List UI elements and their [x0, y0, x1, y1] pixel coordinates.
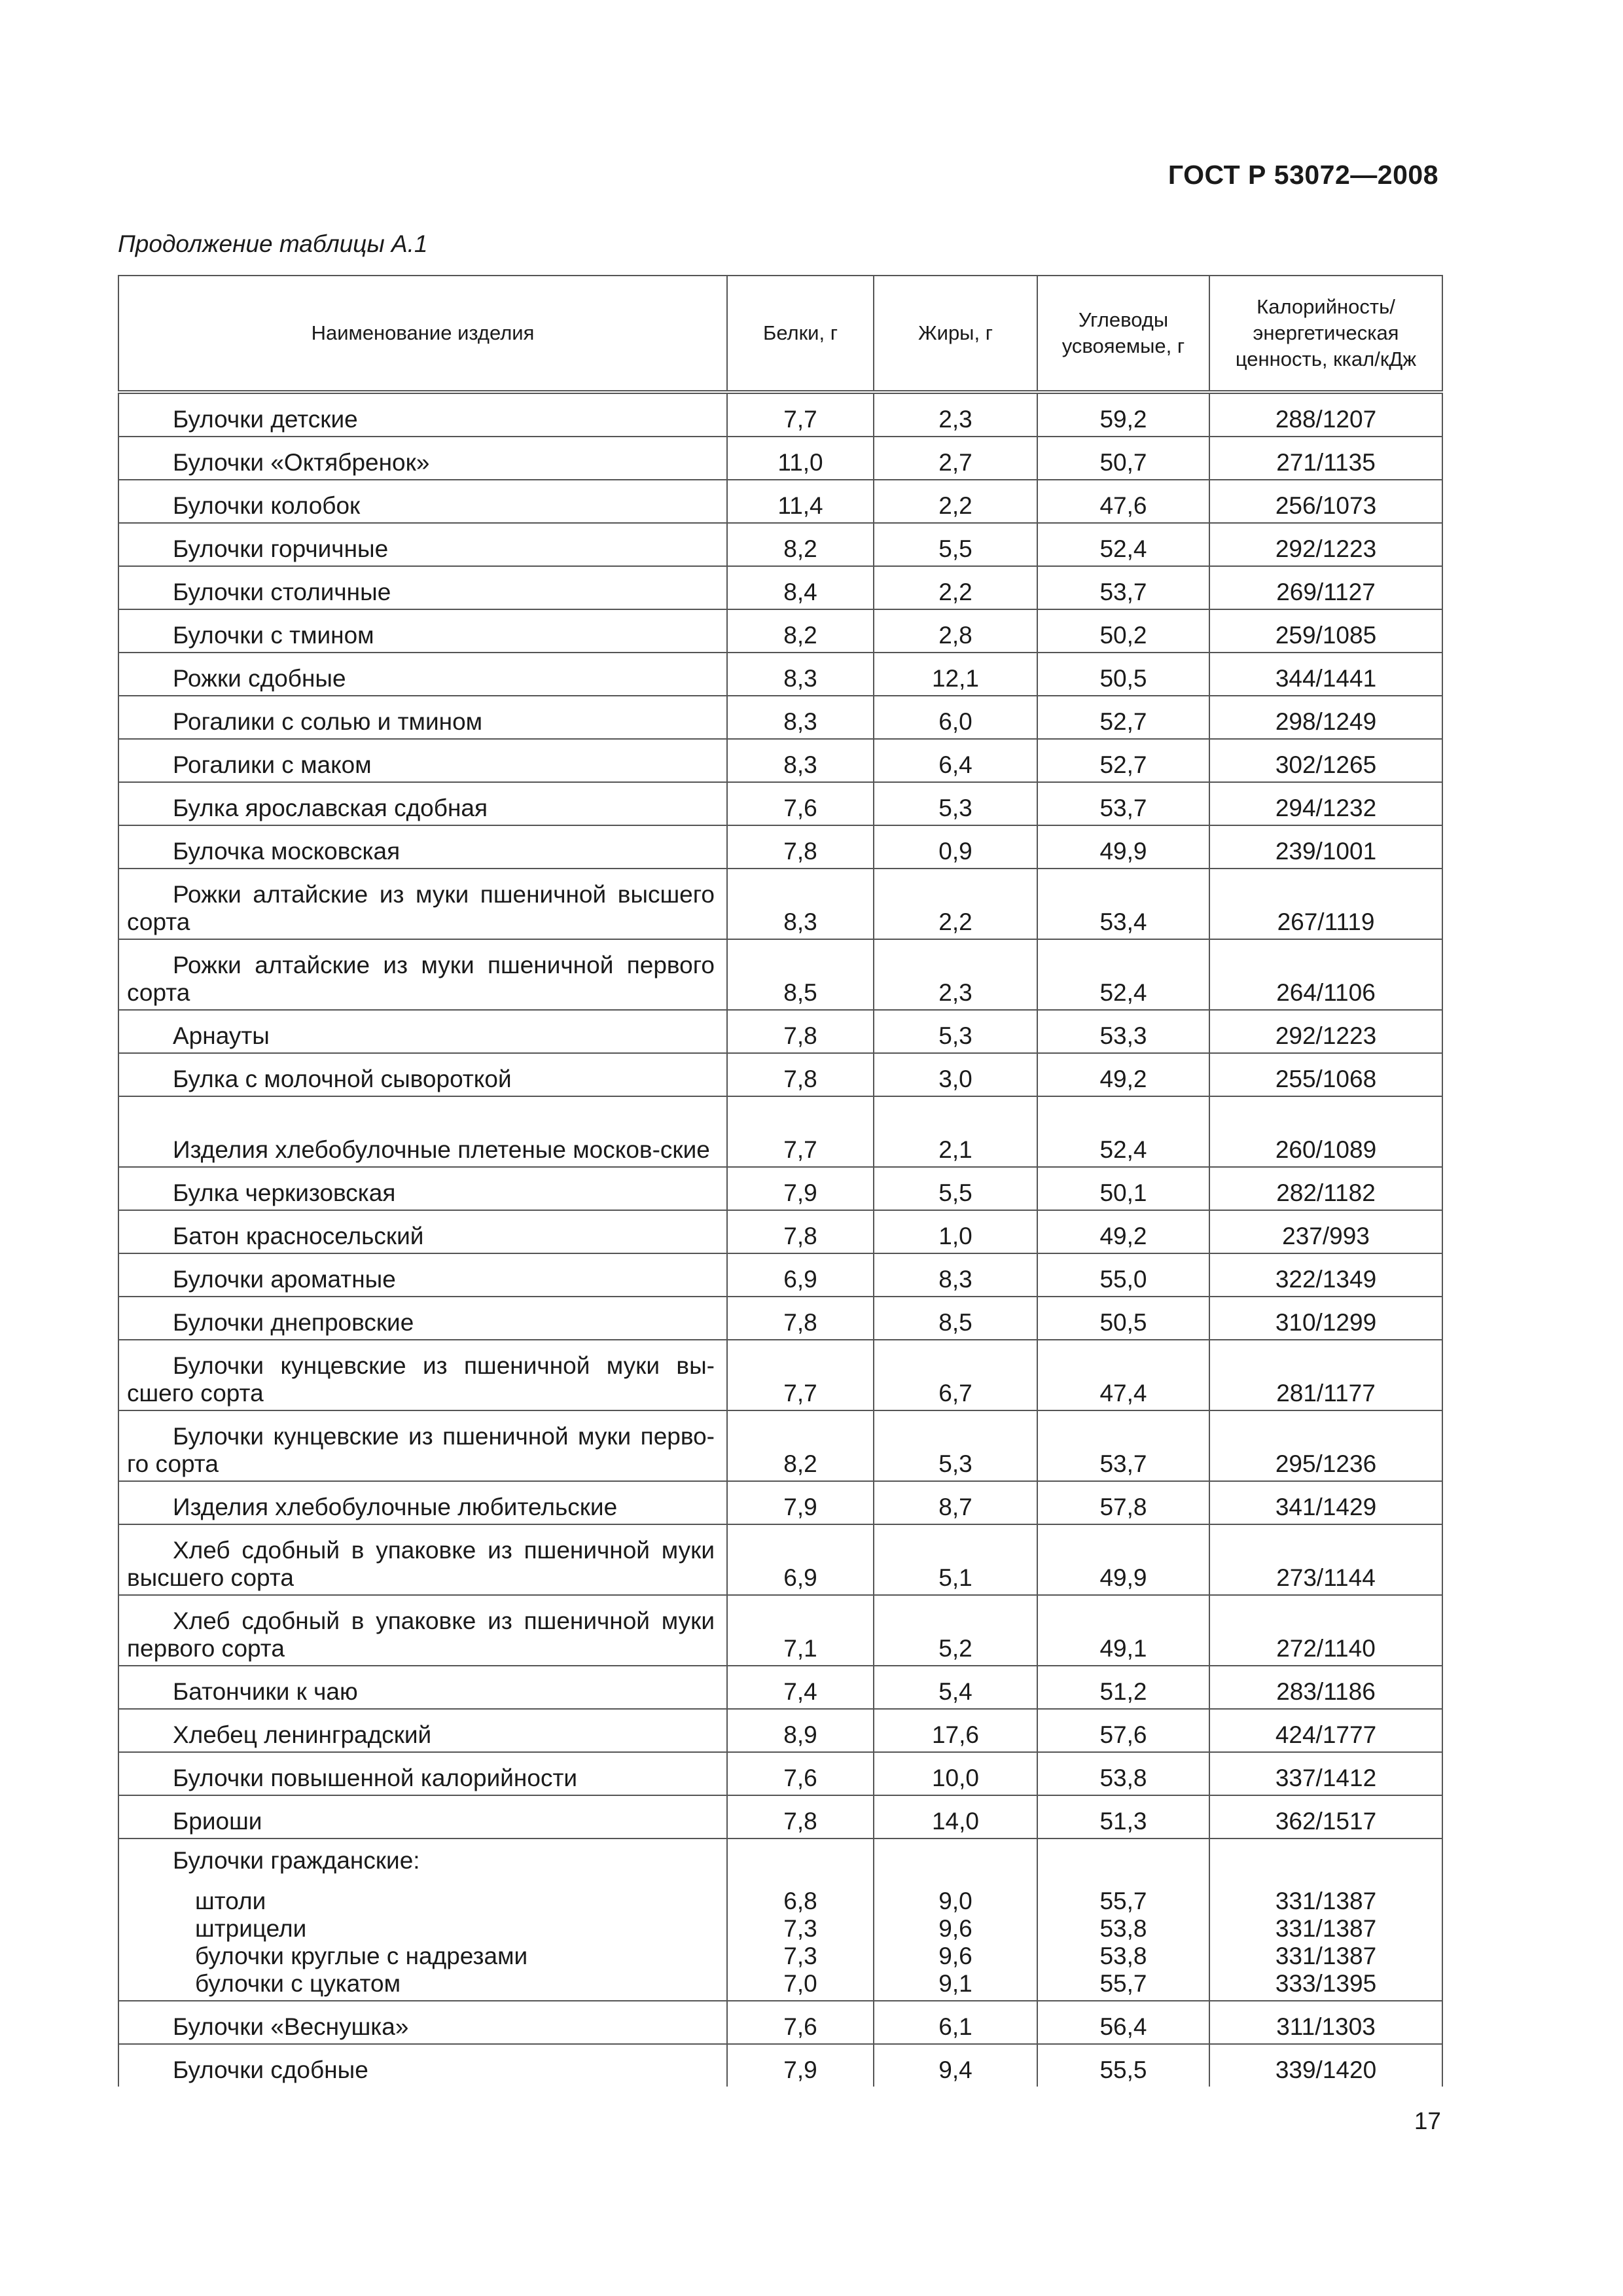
carbs-cell: 52,4 [1037, 1096, 1209, 1167]
protein-cell: 8,9 [727, 1709, 874, 1752]
group-fat-cell [874, 1839, 1037, 2001]
carbs-cell: 55,5 [1037, 2044, 1209, 2087]
fat-cell: 2,2 [874, 480, 1037, 523]
carbs-cell: 55,0 [1037, 1253, 1209, 1297]
fat-cell: 2,2 [874, 566, 1037, 609]
product-name-cell: Булочки повышенной калорийности [118, 1752, 727, 1795]
product-name-cell: Хлеб сдобный в упаковке из пшеничной муки первого сорта [118, 1595, 727, 1666]
product-name-cell: Булочки кунцевские из пшеничной муки перво-го сорта [118, 1410, 727, 1481]
protein-cell: 7,8 [727, 1297, 874, 1340]
protein-cell: 8,4 [727, 566, 874, 609]
product-name-cell: Булочки с тмином [118, 609, 727, 653]
table-row [118, 1167, 1442, 1210]
group-item-fat: 9,1 [938, 1970, 972, 1997]
fat-cell: 5,4 [874, 1666, 1037, 1709]
product-name-cell: Булочки сдобные [118, 2044, 727, 2087]
table-body [118, 392, 1442, 2087]
energy-cell: 295/1236 [1209, 1410, 1442, 1481]
energy-cell: 259/1085 [1209, 609, 1442, 653]
page-number: 17 [1414, 2108, 1441, 2134]
table-row [118, 1410, 1442, 1481]
table-row [118, 1096, 1442, 1167]
carbs-cell: 50,1 [1037, 1167, 1209, 1210]
fat-cell: 5,3 [874, 1410, 1037, 1481]
table-caption: Продолжение таблицы А.1 [118, 230, 428, 257]
product-name-cell: Булочки горчичные [118, 523, 727, 566]
column-header-fat: Жиры, г [874, 276, 1037, 392]
protein-cell: 7,8 [727, 1053, 874, 1096]
carbs-cell: 50,2 [1037, 609, 1209, 653]
nutrition-table [118, 275, 1443, 2087]
protein-cell: 8,2 [727, 523, 874, 566]
protein-cell: 8,3 [727, 696, 874, 739]
energy-cell: 237/993 [1209, 1210, 1442, 1253]
table-row [118, 1053, 1442, 1096]
energy-cell: 339/1420 [1209, 2044, 1442, 2087]
group-item-fat: 9,6 [938, 1943, 972, 1969]
fat-cell: 2,3 [874, 392, 1037, 437]
product-name-cell: Булочки «Октябренок» [118, 437, 727, 480]
protein-cell: 7,8 [727, 1210, 874, 1253]
fat-cell: 6,1 [874, 2001, 1037, 2044]
product-name-cell: Булочки столичные [118, 566, 727, 609]
product-name-cell: Изделия хлебобулочные любительские [118, 1481, 727, 1524]
group-item-name: булочки с цукатом [195, 1970, 401, 1997]
group-item-name: штоли [195, 1888, 266, 1914]
protein-cell: 7,8 [727, 825, 874, 869]
energy-cell: 292/1223 [1209, 523, 1442, 566]
group-item-carbs: 55,7 [1099, 1888, 1147, 1914]
protein-cell: 7,8 [727, 1795, 874, 1839]
group-item-protein: 7,3 [783, 1943, 817, 1969]
product-name-cell: Булочка московская [118, 825, 727, 869]
group-item-protein: 7,3 [783, 1915, 817, 1942]
product-name-cell: Булочки днепровские [118, 1297, 727, 1340]
carbs-cell: 53,7 [1037, 566, 1209, 609]
carbs-cell: 50,5 [1037, 1297, 1209, 1340]
table-row [118, 1752, 1442, 1795]
table-row [118, 782, 1442, 825]
protein-cell: 7,4 [727, 1666, 874, 1709]
table-row-group [118, 1839, 1442, 2001]
fat-cell: 1,0 [874, 1210, 1037, 1253]
column-header-protein: Белки, г [727, 276, 874, 392]
table-row [118, 939, 1442, 1010]
product-name-cell: Булочки детские [118, 392, 727, 437]
carbs-cell: 49,1 [1037, 1595, 1209, 1666]
table-row [118, 480, 1442, 523]
energy-cell: 292/1223 [1209, 1010, 1442, 1053]
energy-cell: 239/1001 [1209, 825, 1442, 869]
table-row [118, 739, 1442, 782]
product-name-cell: Булка с молочной сывороткой [118, 1053, 727, 1096]
fat-cell: 8,7 [874, 1481, 1037, 1524]
fat-cell: 5,1 [874, 1524, 1037, 1595]
product-name-cell: Бриоши [118, 1795, 727, 1839]
group-item-protein: 6,8 [783, 1888, 817, 1914]
fat-cell: 14,0 [874, 1795, 1037, 1839]
group-item-energy: 331/1387 [1275, 1943, 1377, 1969]
group-carbs-cell [1037, 1839, 1209, 2001]
table-row [118, 566, 1442, 609]
energy-cell: 260/1089 [1209, 1096, 1442, 1167]
fat-cell: 2,2 [874, 869, 1037, 939]
fat-cell: 10,0 [874, 1752, 1037, 1795]
table-row [118, 1210, 1442, 1253]
group-item-protein: 7,0 [783, 1970, 817, 1997]
group-title: Булочки гражданские: [173, 1847, 420, 1874]
fat-cell: 5,3 [874, 782, 1037, 825]
energy-cell: 311/1303 [1209, 2001, 1442, 2044]
protein-cell: 7,7 [727, 1340, 874, 1410]
energy-cell: 288/1207 [1209, 392, 1442, 437]
product-name-cell: Булочки колобок [118, 480, 727, 523]
protein-cell: 8,2 [727, 1410, 874, 1481]
carbs-cell: 50,5 [1037, 653, 1209, 696]
product-name-cell: Булочки ароматные [118, 1253, 727, 1297]
carbs-cell: 52,7 [1037, 739, 1209, 782]
energy-cell: 424/1777 [1209, 1709, 1442, 1752]
product-name-cell: Булка ярославская сдобная [118, 782, 727, 825]
fat-cell: 5,5 [874, 1167, 1037, 1210]
fat-cell: 0,9 [874, 825, 1037, 869]
table-row [118, 1340, 1442, 1410]
fat-cell: 12,1 [874, 653, 1037, 696]
protein-cell: 11,4 [727, 480, 874, 523]
energy-cell: 298/1249 [1209, 696, 1442, 739]
carbs-cell: 56,4 [1037, 2001, 1209, 2044]
table-row [118, 653, 1442, 696]
table-row [118, 1795, 1442, 1839]
protein-cell: 7,7 [727, 1096, 874, 1167]
group-item-name: булочки круглые с надрезами [195, 1943, 528, 1969]
table-row [118, 869, 1442, 939]
group-item-carbs: 53,8 [1099, 1915, 1147, 1942]
carbs-cell: 52,4 [1037, 523, 1209, 566]
product-name-cell: Арнауты [118, 1010, 727, 1053]
carbs-cell: 51,2 [1037, 1666, 1209, 1709]
protein-cell: 7,7 [727, 392, 874, 437]
product-name-cell: Рогалики с маком [118, 739, 727, 782]
fat-cell: 9,4 [874, 2044, 1037, 2087]
protein-cell: 6,9 [727, 1253, 874, 1297]
energy-cell: 272/1140 [1209, 1595, 1442, 1666]
energy-cell: 322/1349 [1209, 1253, 1442, 1297]
protein-cell: 7,8 [727, 1010, 874, 1053]
protein-cell: 7,6 [727, 782, 874, 825]
protein-cell: 7,6 [727, 2001, 874, 2044]
group-item-fat: 9,6 [938, 1915, 972, 1942]
group-item-energy: 333/1395 [1275, 1970, 1377, 1997]
carbs-cell: 49,9 [1037, 825, 1209, 869]
product-name-cell: Рожки сдобные [118, 653, 727, 696]
product-name-cell: Рожки алтайские из муки пшеничной первого сорта [118, 939, 727, 1010]
product-name-cell: Рожки алтайские из муки пшеничной высшего сорта [118, 869, 727, 939]
group-item-name: штрицели [195, 1915, 307, 1942]
carbs-cell: 53,7 [1037, 1410, 1209, 1481]
table-row [118, 523, 1442, 566]
protein-cell: 11,0 [727, 437, 874, 480]
table-row [118, 437, 1442, 480]
carbs-cell: 47,6 [1037, 480, 1209, 523]
table-row [118, 1253, 1442, 1297]
carbs-cell: 53,3 [1037, 1010, 1209, 1053]
group-item-fat: 9,0 [938, 1888, 972, 1914]
carbs-cell: 49,2 [1037, 1210, 1209, 1253]
fat-cell: 8,3 [874, 1253, 1037, 1297]
energy-cell: 264/1106 [1209, 939, 1442, 1010]
protein-cell: 8,3 [727, 739, 874, 782]
energy-cell: 362/1517 [1209, 1795, 1442, 1839]
fat-cell: 17,6 [874, 1709, 1037, 1752]
group-energy-cell [1209, 1839, 1442, 2001]
product-name-cell: Булка черкизовская [118, 1167, 727, 1210]
fat-cell: 5,3 [874, 1010, 1037, 1053]
carbs-cell: 49,9 [1037, 1524, 1209, 1595]
carbs-cell: 57,8 [1037, 1481, 1209, 1524]
fat-cell: 8,5 [874, 1297, 1037, 1340]
energy-cell: 267/1119 [1209, 869, 1442, 939]
group-item-carbs: 53,8 [1099, 1943, 1147, 1969]
fat-cell: 6,4 [874, 739, 1037, 782]
carbs-cell: 47,4 [1037, 1340, 1209, 1410]
table-row [118, 1595, 1442, 1666]
fat-cell: 6,7 [874, 1340, 1037, 1410]
protein-cell: 8,2 [727, 609, 874, 653]
protein-cell: 7,9 [727, 1167, 874, 1210]
table-row [118, 1010, 1442, 1053]
fat-cell: 2,8 [874, 609, 1037, 653]
table-row [118, 2001, 1442, 2044]
table-row [118, 1481, 1442, 1524]
carbs-cell: 50,7 [1037, 437, 1209, 480]
table-row [118, 1297, 1442, 1340]
energy-cell: 341/1429 [1209, 1481, 1442, 1524]
carbs-cell: 52,4 [1037, 939, 1209, 1010]
protein-cell: 7,1 [727, 1595, 874, 1666]
energy-cell: 271/1135 [1209, 437, 1442, 480]
protein-cell: 7,6 [727, 1752, 874, 1795]
protein-cell: 6,9 [727, 1524, 874, 1595]
column-header-carbs: Углеводы усвояемые, г [1037, 276, 1209, 392]
carbs-cell: 53,8 [1037, 1752, 1209, 1795]
carbs-cell: 59,2 [1037, 392, 1209, 437]
carbs-cell: 57,6 [1037, 1709, 1209, 1752]
fat-cell: 5,5 [874, 523, 1037, 566]
product-name-cell: Хлеб сдобный в упаковке из пшеничной муки высшего сорта [118, 1524, 727, 1595]
carbs-cell: 51,3 [1037, 1795, 1209, 1839]
energy-cell: 282/1182 [1209, 1167, 1442, 1210]
energy-cell: 256/1073 [1209, 480, 1442, 523]
product-name-cell: Хлебец ленинградский [118, 1709, 727, 1752]
energy-cell: 269/1127 [1209, 566, 1442, 609]
table-row [118, 2044, 1442, 2087]
column-header-name: Наименование изделия [118, 276, 727, 392]
table-row [118, 696, 1442, 739]
carbs-cell: 53,7 [1037, 782, 1209, 825]
table-header-row [118, 276, 1442, 392]
product-name-cell: Рогалики с солью и тмином [118, 696, 727, 739]
column-header-energy: Калорийность/ энергетическая ценность, ккал/кДж [1209, 276, 1442, 392]
fat-cell: 2,7 [874, 437, 1037, 480]
product-name-cell: Изделия хлебобулочные плетеные москов-ские [118, 1096, 727, 1167]
protein-cell: 8,3 [727, 869, 874, 939]
fat-cell: 6,0 [874, 696, 1037, 739]
table-row [118, 825, 1442, 869]
table-row [118, 1524, 1442, 1595]
protein-cell: 7,9 [727, 1481, 874, 1524]
group-name-cell [118, 1839, 727, 2001]
energy-cell: 310/1299 [1209, 1297, 1442, 1340]
group-item-carbs: 55,7 [1099, 1970, 1147, 1997]
table-row [118, 392, 1442, 437]
protein-cell: 8,5 [727, 939, 874, 1010]
carbs-cell: 49,2 [1037, 1053, 1209, 1096]
product-name-cell: Батон красносельский [118, 1210, 727, 1253]
energy-cell: 255/1068 [1209, 1053, 1442, 1096]
product-name-cell: Булочки кунцевские из пшеничной муки вы-сшего сорта [118, 1340, 727, 1410]
group-item-energy: 331/1387 [1275, 1888, 1377, 1914]
energy-cell: 344/1441 [1209, 653, 1442, 696]
carbs-cell: 53,4 [1037, 869, 1209, 939]
document-code: ГОСТ Р 53072—2008 [1168, 160, 1438, 190]
group-item-energy: 331/1387 [1275, 1915, 1377, 1942]
group-protein-cell [727, 1839, 874, 2001]
energy-cell: 294/1232 [1209, 782, 1442, 825]
fat-cell: 2,3 [874, 939, 1037, 1010]
product-name-cell: Батончики к чаю [118, 1666, 727, 1709]
energy-cell: 281/1177 [1209, 1340, 1442, 1410]
energy-cell: 302/1265 [1209, 739, 1442, 782]
table-row [118, 1666, 1442, 1709]
energy-cell: 337/1412 [1209, 1752, 1442, 1795]
protein-cell: 7,9 [727, 2044, 874, 2087]
carbs-cell: 52,7 [1037, 696, 1209, 739]
fat-cell: 2,1 [874, 1096, 1037, 1167]
energy-cell: 283/1186 [1209, 1666, 1442, 1709]
protein-cell: 8,3 [727, 653, 874, 696]
table-row [118, 609, 1442, 653]
table-row [118, 1709, 1442, 1752]
energy-cell: 273/1144 [1209, 1524, 1442, 1595]
fat-cell: 3,0 [874, 1053, 1037, 1096]
fat-cell: 5,2 [874, 1595, 1037, 1666]
product-name-cell: Булочки «Веснушка» [118, 2001, 727, 2044]
